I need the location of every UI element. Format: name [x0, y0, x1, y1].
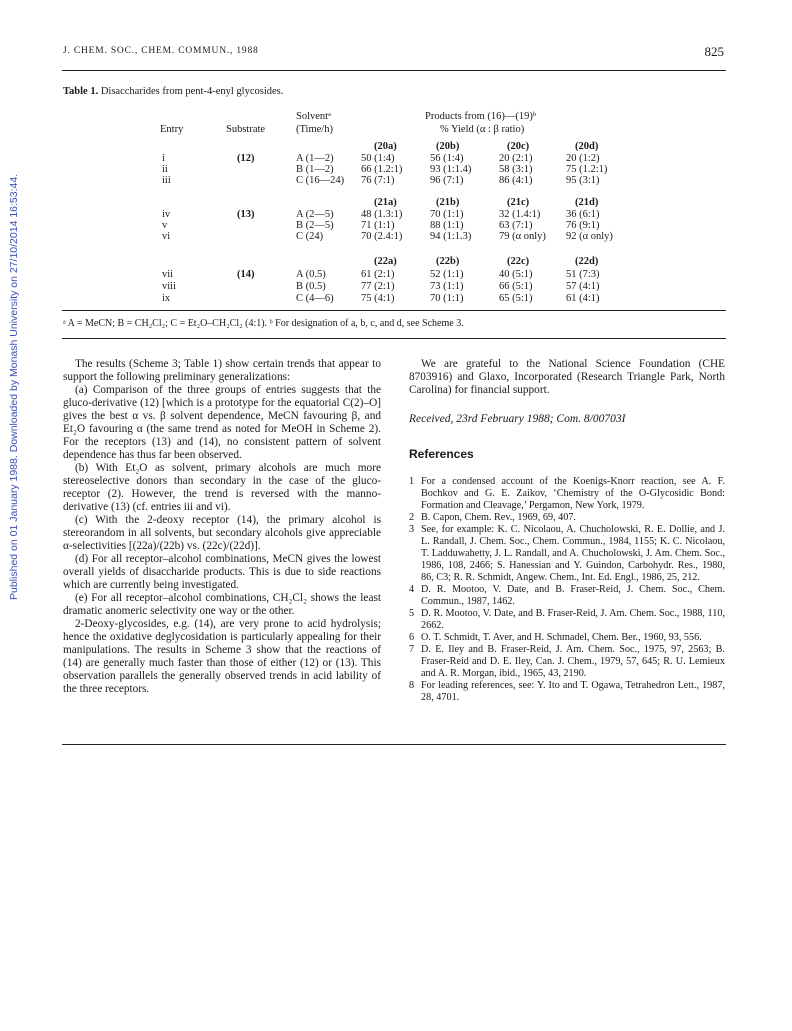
- entry-id: ii: [162, 164, 168, 175]
- reference-text: D. E. Iley and B. Fraser-Reid, J. Am. Chem. Soc., 1975, 97, 2563; B. Fraser-Reid and D. E. Iley, Can. J. Chem., 1979, 57, 645; R. U. Lemieux and A. R. Morgan, ibid., 1965, 43, 2190.: [421, 644, 725, 679]
- entry-id: vii: [162, 269, 174, 280]
- substrate-id: (14): [237, 269, 255, 280]
- compound-label: (21c): [507, 197, 530, 208]
- yield-cell: 71 (1:1): [361, 220, 395, 231]
- compound-label: (21a): [374, 197, 397, 208]
- compound-label: (20d): [575, 141, 599, 152]
- entry-id: iv: [162, 209, 171, 220]
- paragraph: 2-Deoxy-glycosides, e.g. (14), are very prone to acid hydrolysis; hence the oxidative deglycosidation is particularly appealing for their manipulations. The results in Scheme 3 show that the reactions of (14) are generally much faster than those of either (12) or (13). This observation parallels the generally observed trends in acid lability of the three receptors.: [63, 618, 381, 695]
- table-rule: [62, 310, 726, 311]
- reference-number: 8: [409, 680, 415, 691]
- reference-item: [409, 512, 725, 524]
- reference-item: [409, 476, 725, 512]
- col-head-time: (Time/h): [296, 124, 333, 135]
- reference-text: D. R. Mootoo, V. Date, and B. Fraser-Reid, J. Chem. Soc., Chem. Commun., 1987, 1462.: [421, 584, 725, 607]
- reference-number: 5: [409, 608, 415, 619]
- left-column: [63, 358, 381, 696]
- yield-cell: 36 (6:1): [566, 209, 600, 220]
- reference-number: 7: [409, 644, 415, 655]
- compound-label: (21d): [575, 197, 599, 208]
- reference-text: For a condensed account of the Koenigs-Knorr reaction, see A. F. Bochkov and G. E. Zaikov, ‘Chemistry of the O-Glycosidic Bond: Formation and Cleavage,’ Pergamon, New York, 1979.: [421, 476, 725, 511]
- yield-cell: 48 (1.3:1): [361, 209, 403, 220]
- footer-rule: [62, 744, 726, 745]
- yield-cell: 50 (1:4): [361, 153, 395, 164]
- reference-number: 4: [409, 584, 415, 595]
- entry-id: ix: [162, 293, 171, 304]
- reference-text: For leading references, see: Y. Ito and T. Ogawa, Tetrahedron Lett., 1987, 28, 4701.: [421, 680, 725, 703]
- compound-label: (20a): [374, 141, 397, 152]
- header-rule: [62, 70, 726, 71]
- paragraph: (b) With Et₂O as solvent, primary alcohols are much more stereoselective donors than secondary in the case of the gluco-receptor (2). However, the trend is reversed with the manno-derivative (13) (cf. entries iii and vi).: [63, 462, 381, 513]
- yield-cell: 32 (1.4:1): [499, 209, 541, 220]
- received-line: Received, 23rd February 1988; Com. 8/00703I: [409, 413, 626, 425]
- reference-text: See, for example: K. C. Nicolaou, A. Chucholowski, R. E. Dollie, and J. L. Randall, J. Chem. Soc., Chem. Commun., 1984, 1155; K. C. Nicolaou, T. Ladduwahetty, J. L. Randall, and A. Chucholowski, J. Am. Chem. Soc., 1986, 108, 2466; S. Hanessian and Y. Guindon, Carbohydr. Res., 1980, 86, C3; R. R. Schmidt, Angew. Chem., Int. Ed. Engl., 1986, 25, 212.: [421, 524, 725, 583]
- yield-cell: 56 (1:4): [430, 153, 464, 164]
- yield-cell: 73 (1:1): [430, 281, 464, 292]
- yield-cell: 86 (4:1): [499, 175, 533, 186]
- yield-cell: 63 (7:1): [499, 220, 533, 231]
- col-head-solvent: Solventᵃ: [296, 111, 331, 122]
- reference-item: [409, 608, 725, 632]
- section-rule: [62, 338, 726, 339]
- compound-label: (20b): [436, 141, 460, 152]
- entry-id: viii: [162, 281, 177, 292]
- right-column: [409, 358, 725, 461]
- yield-cell: 75 (1.2:1): [566, 164, 608, 175]
- entry-id: v: [162, 220, 168, 231]
- yield-cell: 20 (2:1): [499, 153, 533, 164]
- yield-cell: 66 (5:1): [499, 281, 533, 292]
- yield-cell: 61 (4:1): [566, 293, 600, 304]
- substrate-id: (13): [237, 209, 255, 220]
- yield-cell: 58 (3:1): [499, 164, 533, 175]
- solvent-cell: A (1—2): [296, 153, 334, 164]
- table-footnote: ᵃ A = MeCN; B = CH₂Cl₂; C = Et₂O–CH₂Cl₂ (4:1). ᵇ For designation of a, b, c, and d, see Scheme 3.: [63, 318, 464, 329]
- references-list: [409, 476, 725, 704]
- yield-cell: 66 (1.2:1): [361, 164, 403, 175]
- yield-cell: 70 (1:1): [430, 293, 464, 304]
- yield-cell: 92 (α only): [566, 231, 613, 242]
- yield-cell: 70 (2.4:1): [361, 231, 403, 242]
- yield-cell: 70 (1:1): [430, 209, 464, 220]
- entry-id: i: [162, 153, 165, 164]
- paragraph: (e) For all receptor–alcohol combinations, CH₂Cl₂ shows the least dramatic anomeric selectivity one way or the other.: [63, 592, 381, 617]
- references-heading: References: [409, 447, 474, 461]
- reference-item: [409, 524, 725, 584]
- col-head-yield: % Yield (α : β ratio): [440, 124, 525, 135]
- reference-item: [409, 680, 725, 704]
- paragraph: (a) Comparison of the three groups of entries suggests that the gluco-derivative (12) [which is a prototype for the equatorial C(2)–O] gives the best α vs. β solvent dependence, MeCN favouring β, and Et₂O favouring α (the same trend as noted for MeOH in Scheme 2). For the receptors (13) and (14), no consistent pattern of solvent dependence has thus far been observed.: [63, 384, 381, 461]
- entry-id: iii: [162, 175, 171, 186]
- reference-item: [409, 644, 725, 680]
- reference-number: 6: [409, 632, 415, 643]
- compound-label: (20c): [507, 141, 530, 152]
- yield-cell: 94 (1:1.3): [430, 231, 472, 242]
- reference-number: 2: [409, 512, 415, 523]
- paragraph: (d) For all receptor–alcohol combinations, MeCN gives the lowest overall yields of disaccharide products. This is due to side reactions which are currently being investigated.: [63, 553, 381, 591]
- table-caption: [63, 86, 283, 97]
- yield-cell: 76 (9:1): [566, 220, 600, 231]
- solvent-cell: B (0.5): [296, 281, 326, 292]
- table-caption-label: Table 1.: [63, 86, 99, 97]
- yield-cell: 65 (5:1): [499, 293, 533, 304]
- col-head-entry: Entry: [160, 124, 184, 135]
- col-head-products: Products from (16)—(19)ᵇ: [425, 111, 537, 122]
- acknowledgement: We are grateful to the National Science Foundation (CHE 8703916) and Glaxo, Incorporated (Research Triangle Park, North Carolina) for financial support.: [409, 358, 725, 396]
- reference-text: B. Capon, Chem. Rev., 1969, 69, 407.: [421, 512, 576, 523]
- solvent-cell: B (2—5): [296, 220, 334, 231]
- yield-cell: 96 (7:1): [430, 175, 464, 186]
- yield-cell: 51 (7:3): [566, 269, 600, 280]
- yield-cell: 77 (2:1): [361, 281, 395, 292]
- yield-cell: 79 (α only): [499, 231, 546, 242]
- yield-cell: 52 (1:1): [430, 269, 464, 280]
- reference-number: 3: [409, 524, 415, 535]
- reference-number: 1: [409, 476, 415, 487]
- page-number: 825: [704, 44, 724, 59]
- running-header: J. CHEM. SOC., CHEM. COMMUN., 1988: [63, 46, 259, 56]
- table-caption-text: Disaccharides from pent-4-enyl glycosides.: [98, 86, 284, 97]
- solvent-cell: A (0.5): [296, 269, 326, 280]
- yield-cell: 93 (1:1.4): [430, 164, 472, 175]
- yield-cell: 20 (1:2): [566, 153, 600, 164]
- solvent-cell: C (4—6): [296, 293, 334, 304]
- yield-cell: 95 (3:1): [566, 175, 600, 186]
- compound-label: (22a): [374, 256, 397, 267]
- compound-label: (21b): [436, 197, 460, 208]
- reference-text: D. R. Mootoo, V. Date, and B. Fraser-Reid, J. Am. Chem. Soc., 1988, 110, 2662.: [421, 608, 725, 631]
- compound-label: (22d): [575, 256, 599, 267]
- entry-id: vi: [162, 231, 171, 242]
- substrate-id: (12): [237, 153, 255, 164]
- paragraph: (c) With the 2-deoxy receptor (14), the primary alcohol is stereorandom in all solvents, but secondary alcohols give appreciable α-selectivities [(22a)/(22b) vs. (22c)/(22d)].: [63, 514, 381, 552]
- reference-item: [409, 632, 725, 644]
- paragraph: The results (Scheme 3; Table 1) show certain trends that appear to support the following preliminary generalizations:: [63, 358, 381, 383]
- yield-cell: 40 (5:1): [499, 269, 533, 280]
- yield-cell: 61 (2:1): [361, 269, 395, 280]
- solvent-cell: C (24): [296, 231, 324, 242]
- yield-cell: 57 (4:1): [566, 281, 600, 292]
- col-head-substrate: Substrate: [226, 124, 266, 135]
- yield-cell: 76 (7:1): [361, 175, 395, 186]
- yield-cell: 88 (1:1): [430, 220, 464, 231]
- solvent-cell: B (1—2): [296, 164, 334, 175]
- solvent-cell: C (16—24): [296, 175, 345, 186]
- reference-text: O. T. Schmidt, T. Aver, and H. Schmadel, Chem. Ber., 1960, 93, 556.: [421, 632, 702, 643]
- yield-cell: 75 (4:1): [361, 293, 395, 304]
- reference-item: [409, 584, 725, 608]
- compound-label: (22c): [507, 256, 530, 267]
- compound-label: (22b): [436, 256, 460, 267]
- solvent-cell: A (2—5): [296, 209, 334, 220]
